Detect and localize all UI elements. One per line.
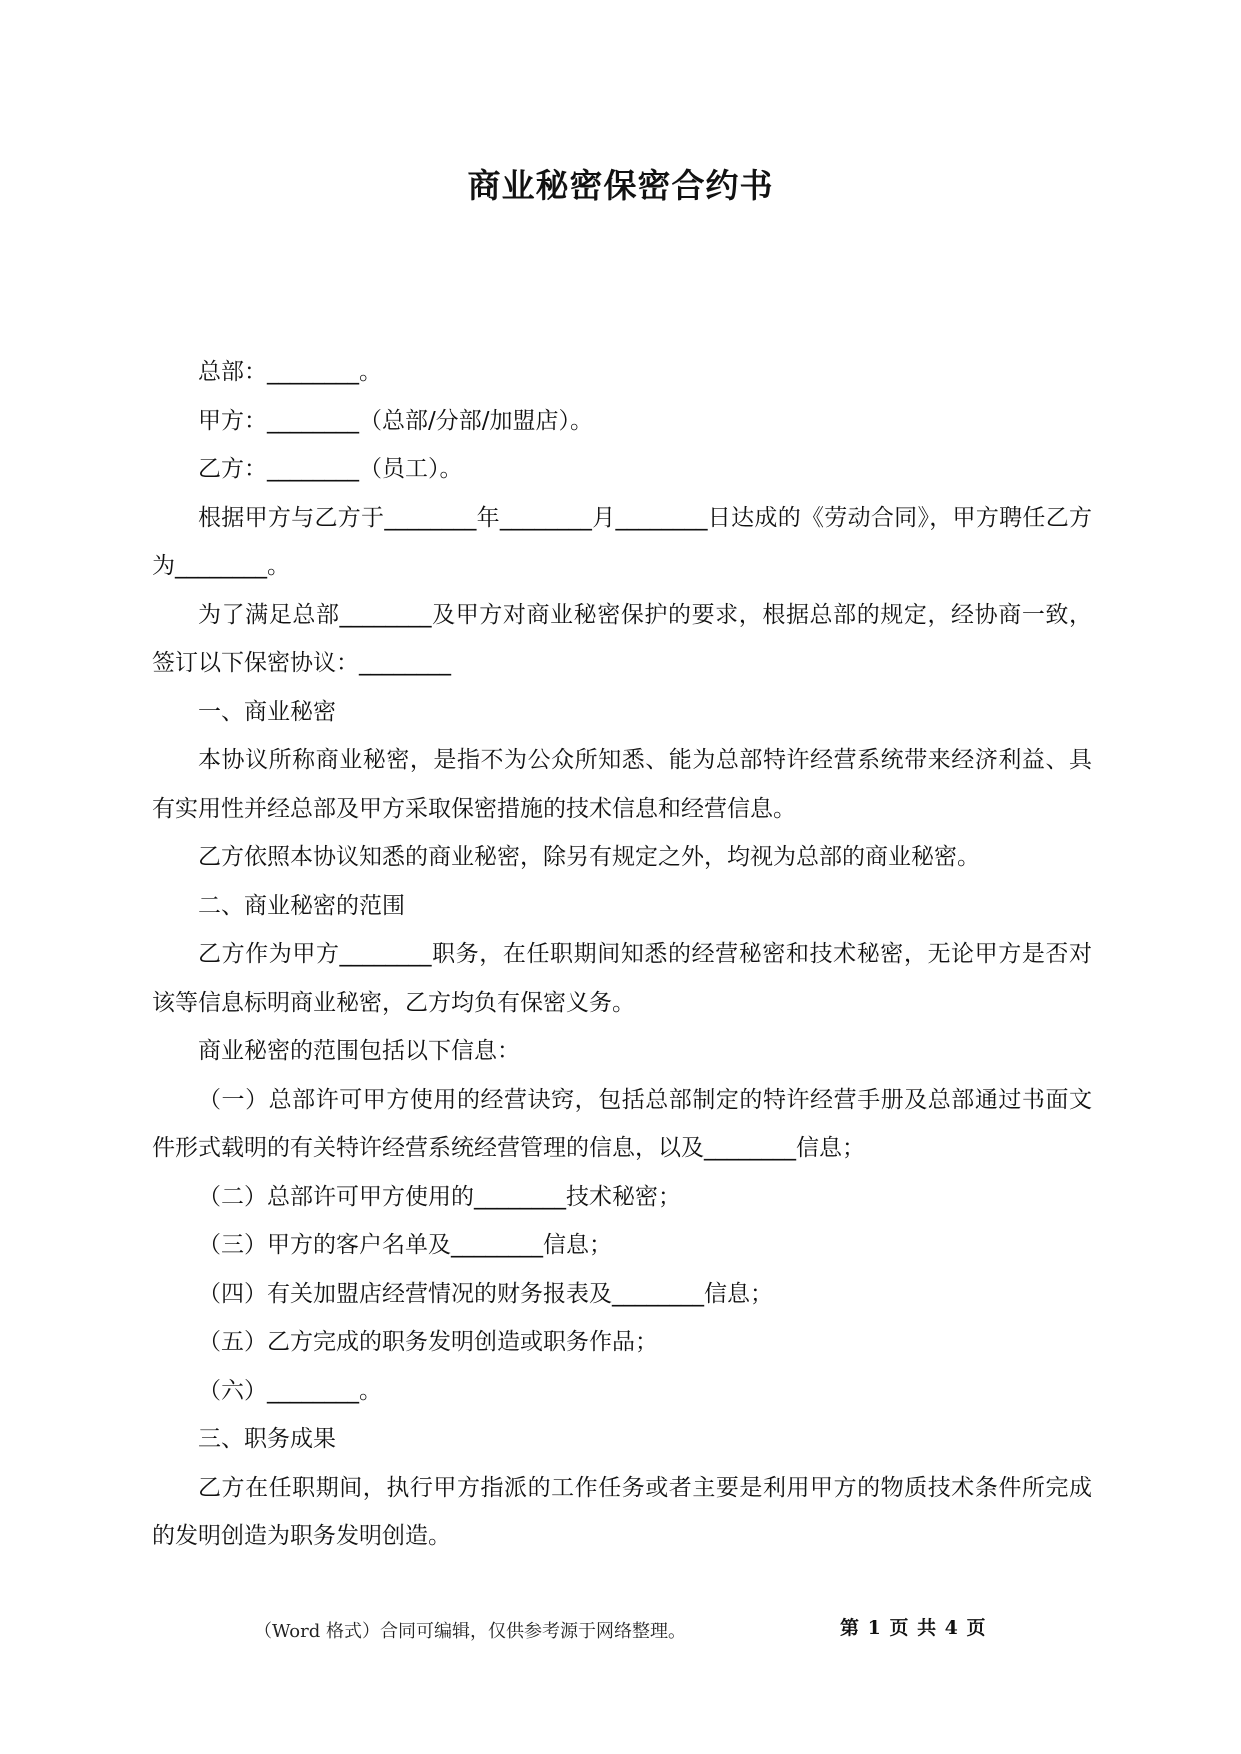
- footer-note: （Word 格式）合同可编辑，仅供参考源于网络整理。: [254, 1621, 686, 1642]
- paragraph-scope-intro: 商业秘密的范围包括以下信息：: [198, 1038, 520, 1064]
- document-body: [152, 348, 1092, 1561]
- paragraph-work-results: 乙方在任职期间，执行甲方指派的工作任务或者主要是利用甲方的物质技术条件所完成的发明创造为职务发明创造。: [152, 1474, 1092, 1549]
- list-item-1: （一）总部许可甲方使用的经营诀窍，包括总部制定的特许经营手册及总部通过书面文件形式载明的有关特许经营系统经营管理的信息，以及________信息；: [152, 1086, 1092, 1161]
- list-item-4: （四）有关加盟店经营情况的财务报表及________信息；: [198, 1280, 773, 1307]
- section-heading-2: 二、商业秘密的范围: [198, 892, 405, 919]
- list-item-5: （五）乙方完成的职务发明创造或职务作品；: [198, 1329, 658, 1355]
- paragraph-basis: 根据甲方与乙方于________年________月________日达成的《劳动合同》，甲方聘任乙方为________。: [152, 504, 1092, 579]
- paragraph-party-b: 乙方：________（员工）。: [198, 456, 463, 482]
- paragraph-definition: 本协议所称商业秘密，是指不为公众所知悉、能为总部特许经营系统带来经济利益、具有实用性并经总部及甲方采取保密措施的技术信息和经营信息。: [152, 747, 1092, 822]
- paragraph-known-secrets: 乙方依照本协议知悉的商业秘密，除另有规定之外，均视为总部的商业秘密。: [198, 844, 980, 870]
- document-title: 商业秘密保密合约书: [467, 166, 774, 205]
- paragraph-purpose: 为了满足总部________及甲方对商业秘密保护的要求，根据总部的规定，经协商一致，签订以下保密协议：________: [152, 601, 1092, 676]
- paragraph-party-a: 甲方：________（总部/分部/加盟店）。: [198, 407, 593, 434]
- page-indicator: 第 1 页 共 4 页: [840, 1617, 986, 1639]
- list-item-6: （六）________。: [198, 1377, 382, 1404]
- paragraph-hq: 总部：________。: [198, 359, 382, 385]
- list-item-3: （三）甲方的客户名单及________信息；: [198, 1232, 612, 1258]
- section-heading-3: 三、职务成果: [198, 1426, 336, 1452]
- paragraph-duty: 乙方作为甲方________职务，在任职期间知悉的经营秘密和技术秘密，无论甲方是否对该等信息标明商业秘密，乙方均负有保密义务。: [152, 941, 1092, 1016]
- list-item-2: （二）总部许可甲方使用的________技术秘密；: [198, 1183, 681, 1210]
- section-heading-1: 一、商业秘密: [198, 698, 336, 725]
